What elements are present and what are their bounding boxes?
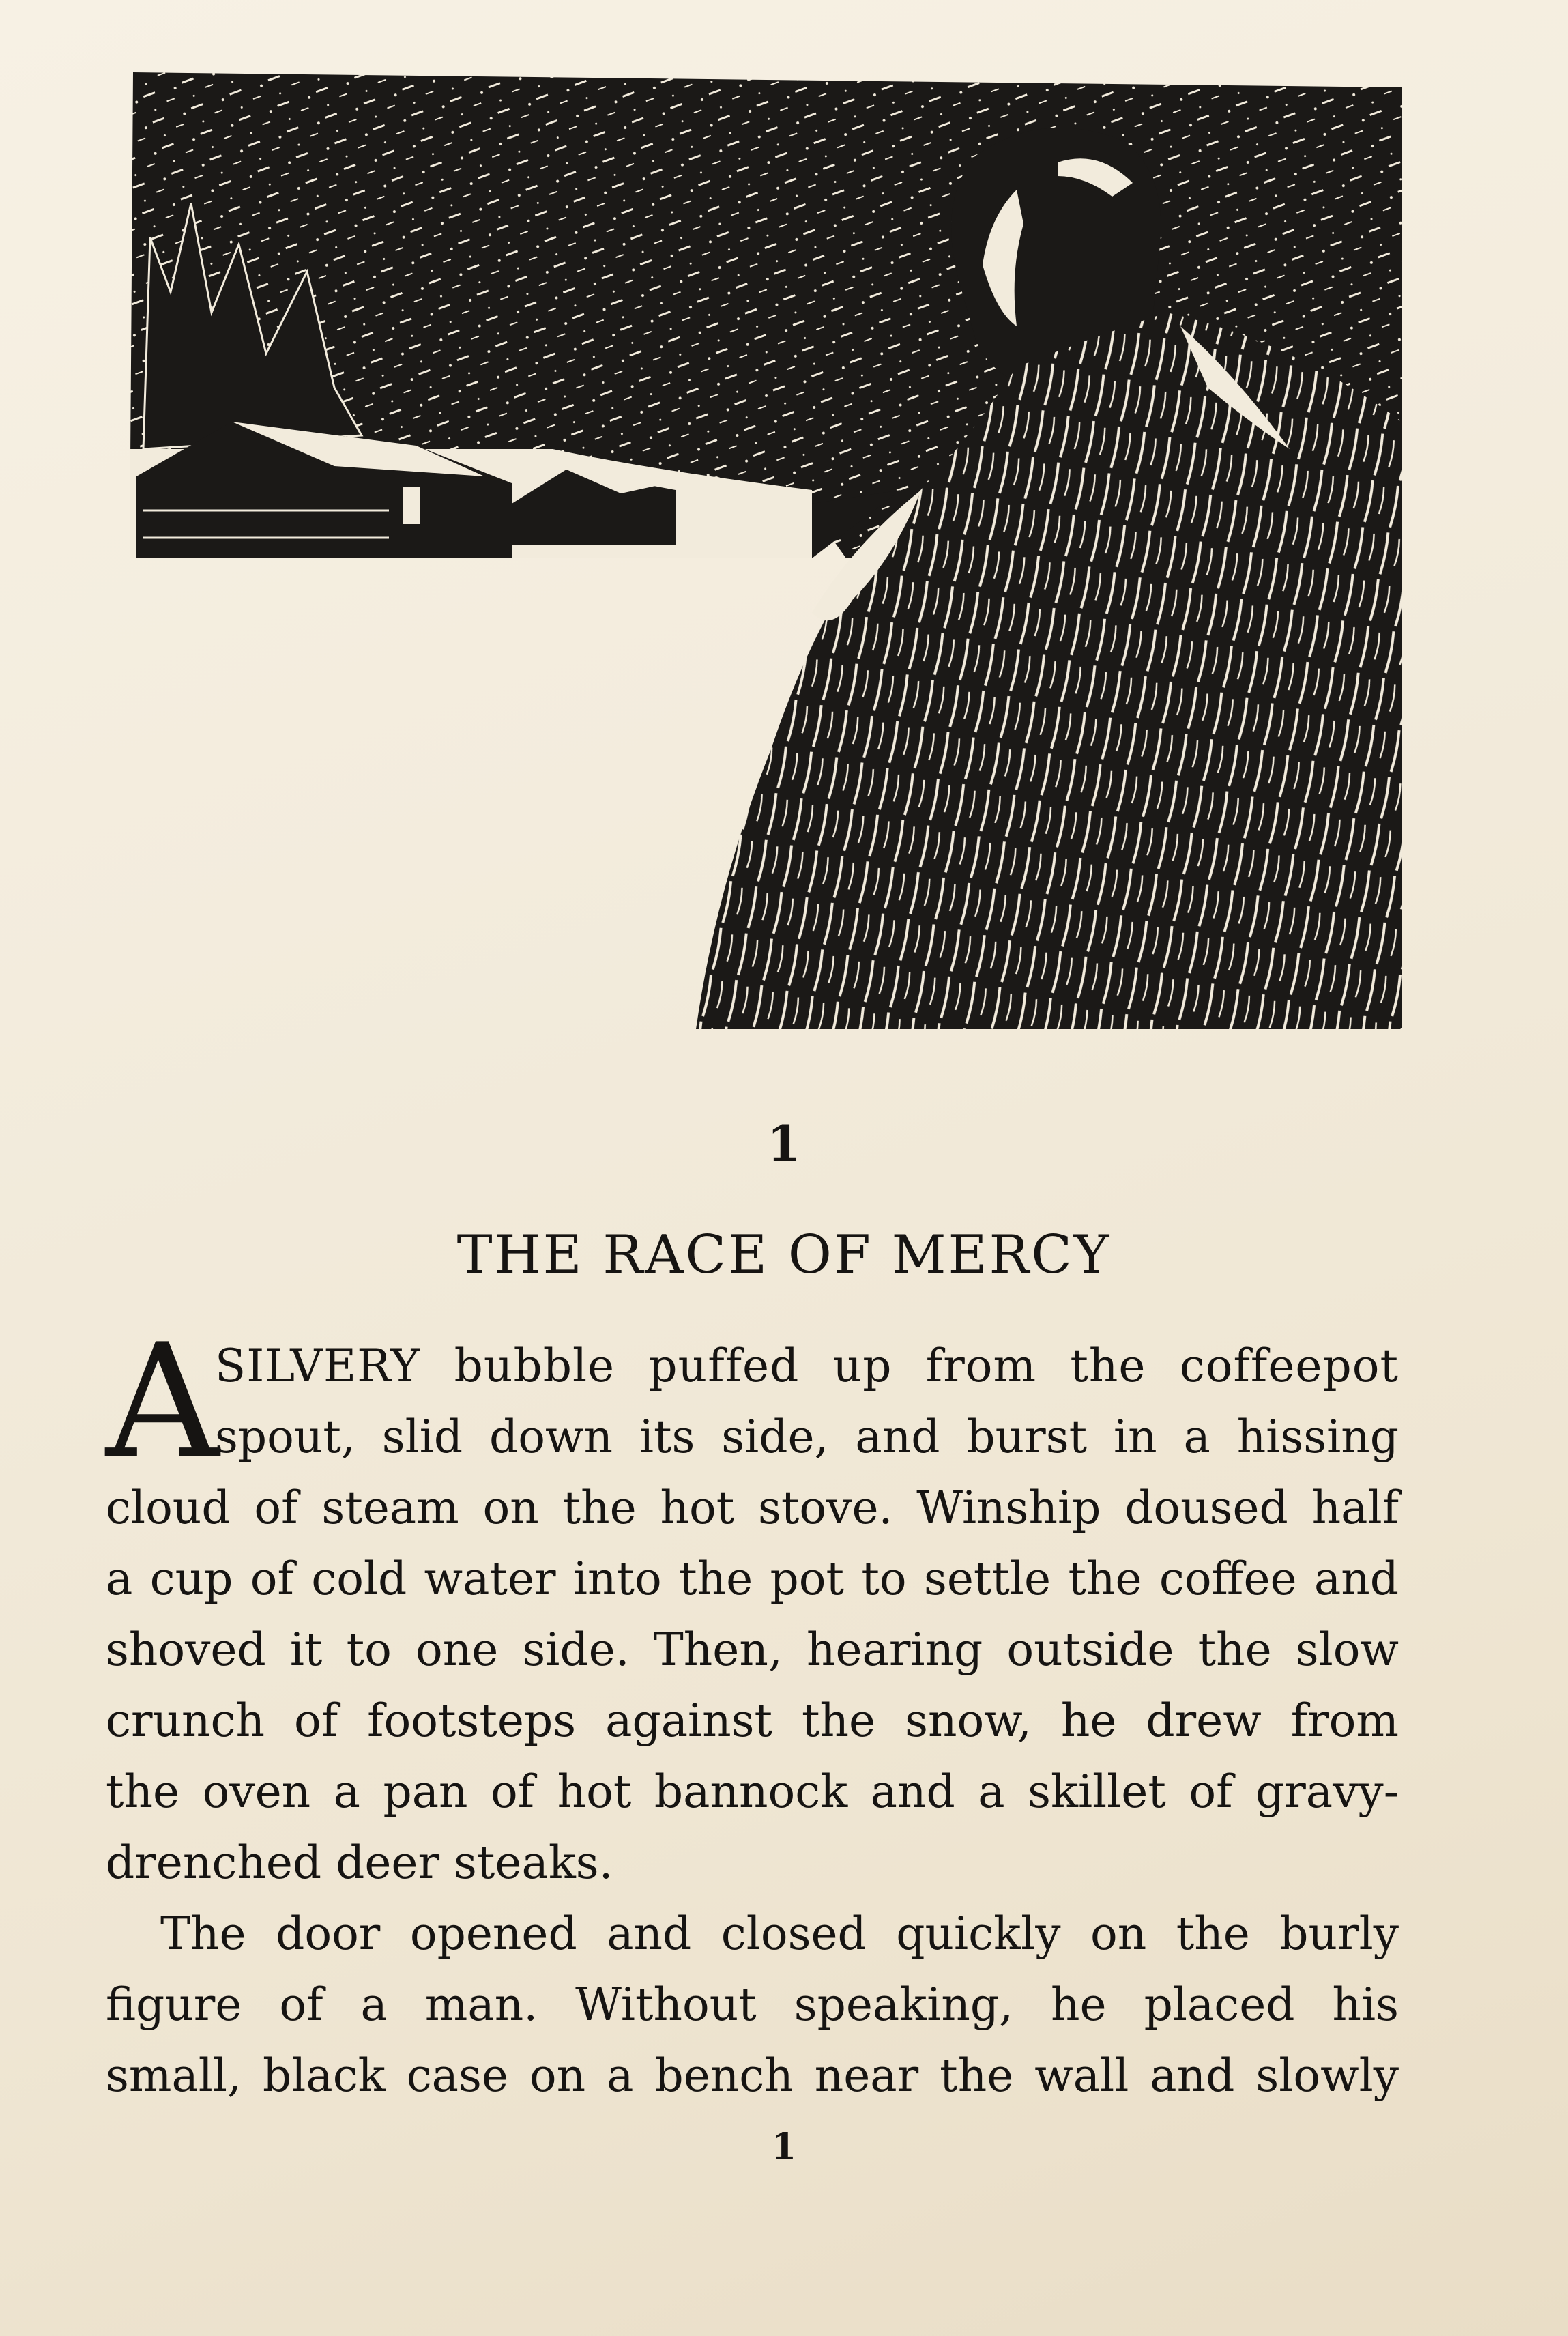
chapter-number: 1 xyxy=(766,1114,802,1172)
chapter-illustration xyxy=(130,67,1402,1029)
text-line: spout, slid down its side, and burst in a hissing xyxy=(215,1411,1399,1463)
page-number: 1 xyxy=(771,2126,797,2167)
text-line: crunch of footsteps against the snow, he drew from xyxy=(106,1695,1399,1747)
text-line: drenched deer steaks. xyxy=(106,1836,613,1889)
text-line: small, black case on a bench near the wall and slowly xyxy=(106,2049,1399,2102)
text-line: the oven a pan of hot bannock and a skillet of gravy- xyxy=(106,1765,1399,1818)
text-line: cloud of steam on the hot stove. Winship doused half xyxy=(106,1482,1399,1534)
text-line: SILVERY bubble puffed up from the coffeepot xyxy=(215,1340,1399,1392)
drop-cap: A xyxy=(106,1311,220,1493)
woodcut-winter-scene xyxy=(130,67,1402,1029)
text-line: figure of a man. Without speaking, he placed his xyxy=(106,1978,1399,2031)
text-line: The door opened and closed quickly on the burly xyxy=(160,1907,1399,1960)
text-line: shoved it to one side. Then, hearing outside the slow xyxy=(106,1624,1399,1676)
chapter-title: THE RACE OF MERCY xyxy=(456,1224,1112,1286)
text-line: a cup of cold water into the pot to settle the coffee and xyxy=(106,1553,1399,1605)
chapter-body-text xyxy=(106,1311,1399,2111)
